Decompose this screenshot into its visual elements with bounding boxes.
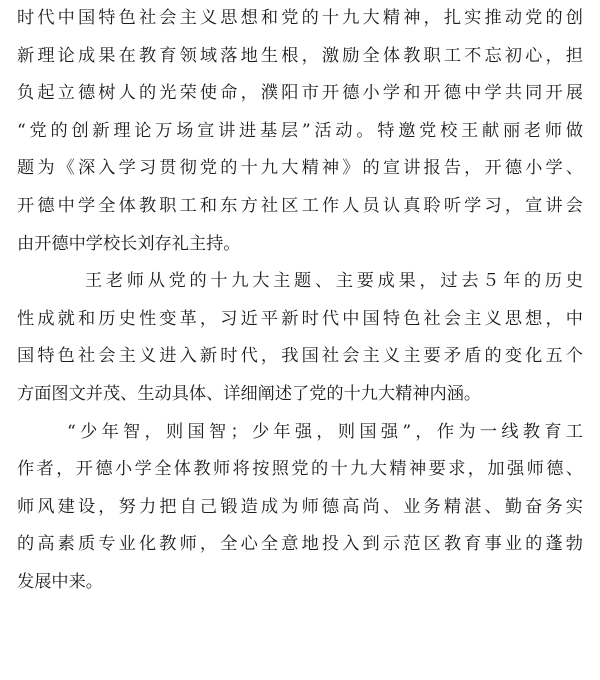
paragraph-1-line-6: 开德中学全体教职工和东方社区工作人员认真聆听学习，宣讲会 [17,195,583,216]
paragraph-3-line-2: 作者，开德小学全体教师将按照党的十九大精神要求，加强师德、 [17,459,583,480]
paragraph-2-line-3: 国特色社会主义进入新时代，我国社会主义主要矛盾的变化五个 [17,346,583,367]
paragraph-3-line-4: 的高素质专业化教师，全心全意地投入到示范区教育事业的蓬勃 [17,534,583,555]
paragraph-1-line-1: 时代中国特色社会主义思想和党的十九大精神，扎实推动党的创 [17,8,583,28]
paragraph-1-line-4: “党的创新理论万场宣讲进基层”活动。特邀党校王献丽老师做 [17,120,583,141]
paragraph-2-line-4: 方面图文并茂、生动具体、详细阐述了党的十九大精神内涵。 [17,383,482,404]
paragraph-3-line-1: “少年智，则国智；少年强，则国强”，作为一线教育工 [67,421,583,442]
paragraph-2 [17,263,583,413]
paragraph-1-line-2: 新理论成果在教育领域落地生根，激励全体教职工不忘初心，担 [17,45,583,66]
paragraph-2-line-1: 王老师从党的十九大主题、主要成果，过去５年的历史 [85,271,583,292]
paragraph-1-line-3: 负起立德树人的光荣使命，濮阳市开德小学和开德中学共同开展 [17,83,583,104]
paragraph-3-line-3: 师风建设，努力把自己锻造成为师德高尚、业务精湛、勤奋务实 [17,496,583,517]
paragraph-1-line-7: 由开德中学校长刘存礼主持。 [17,233,241,254]
article-body [17,0,583,602]
paragraph-3-line-5: 发展中来。 [17,571,103,592]
paragraph-3 [17,414,583,602]
paragraph-2-line-2: 性成就和历史性变革，习近平新时代中国特色社会主义思想，中 [17,308,583,329]
paragraph-1-line-5: 题为《深入学习贯彻党的十九大精神》的宣讲报告，开德小学、 [17,158,583,179]
paragraph-1 [17,0,583,263]
